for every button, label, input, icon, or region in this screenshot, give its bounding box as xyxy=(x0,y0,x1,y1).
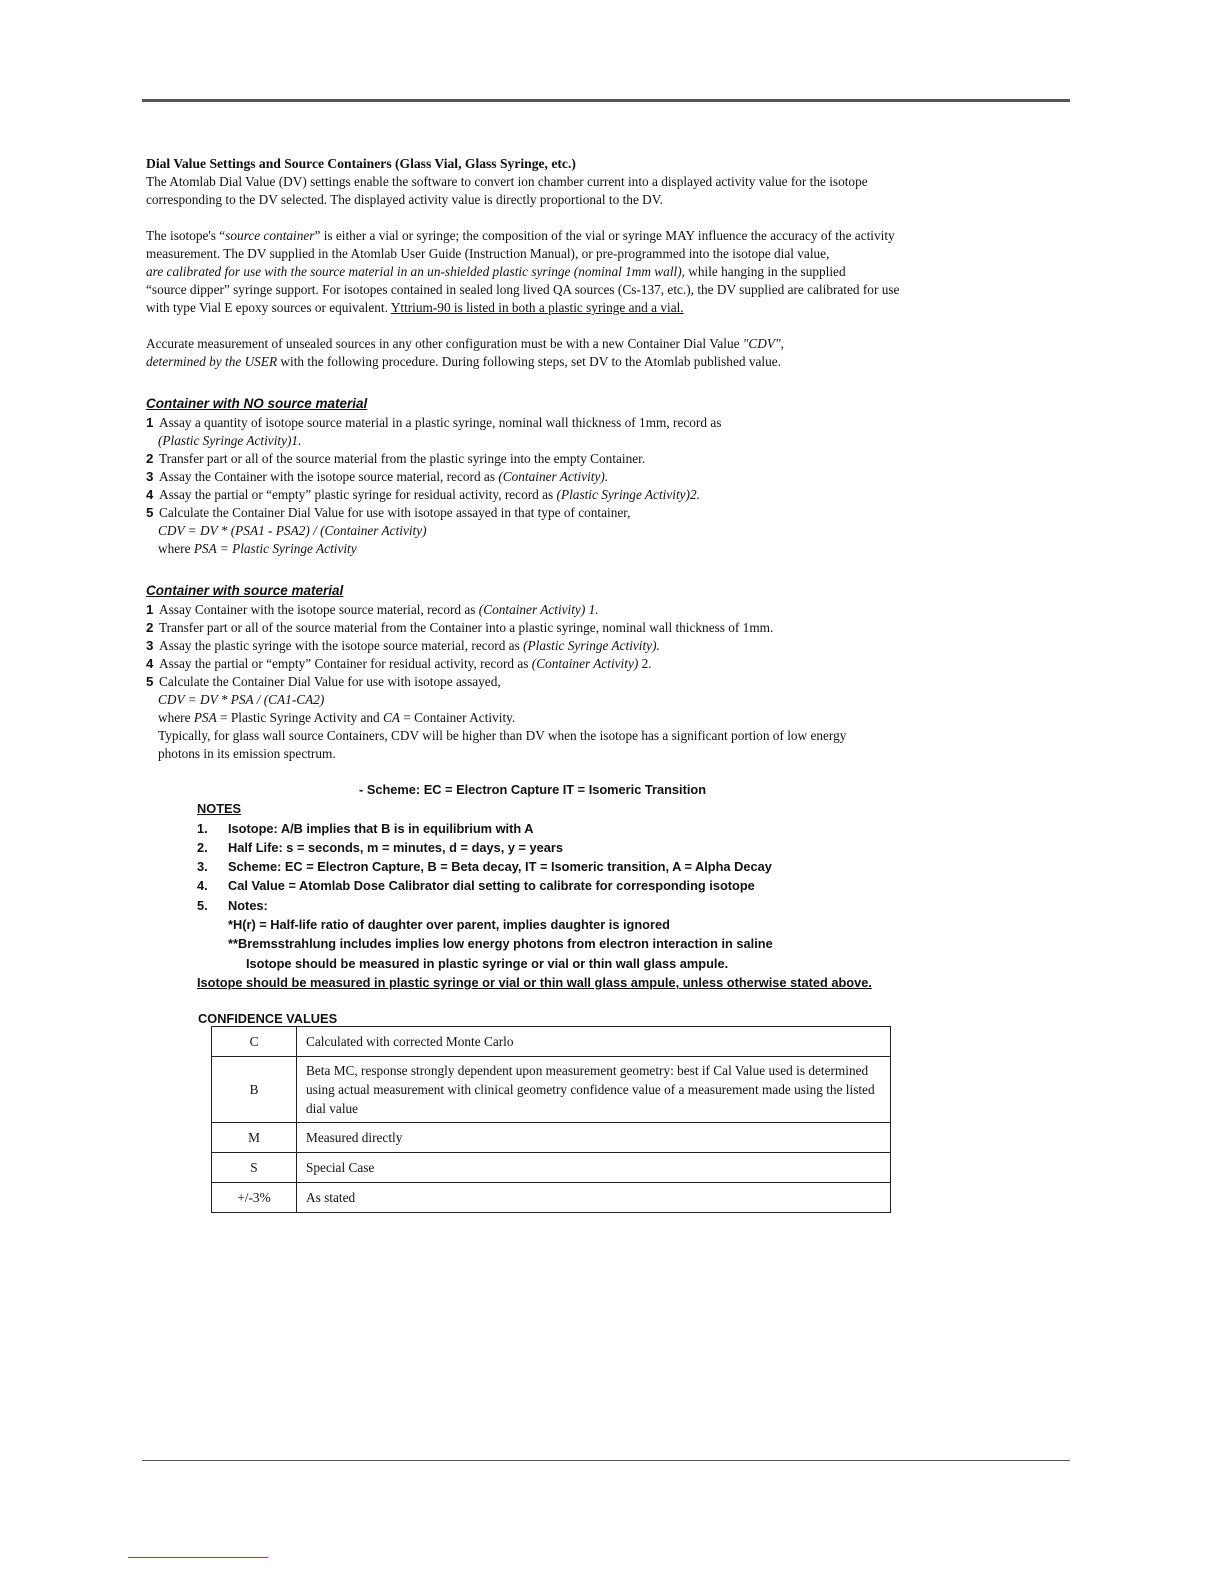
isotope-measurement-note: Isotope should be measured in plastic syringe or vial or thin wall glass ampule, unless otherwise stated above. xyxy=(197,974,872,990)
section1-step-2: 2 Transfer part or all of the source material from the plastic syringe into the empty Container. xyxy=(146,451,646,466)
confidence-code: S xyxy=(212,1153,297,1183)
container-para-line-1: The isotope's “source container” is either a vial or syringe; the composition of the vial or syringe MAY influence the accuracy of the activity xyxy=(146,228,895,243)
cdv-para-line-2: determined by the USER with the following procedure. During following steps, set DV to the Atomlab published value. xyxy=(146,354,781,369)
confidence-values-table xyxy=(211,1026,891,1213)
confidence-description: Special Case xyxy=(297,1153,891,1183)
notes-title: NOTES xyxy=(197,801,242,817)
section1-step-1: 1 Assay a quantity of isotope source material in a plastic syringe, nominal wall thickness of 1mm, record as xyxy=(146,415,722,430)
confidence-code: B xyxy=(212,1057,297,1123)
intro-line-1: The Atomlab Dial Value (DV) settings enable the software to convert ion chamber current into a displayed activity value for the isotope xyxy=(146,174,868,189)
section1-step-1-record: (Plastic Syringe Activity)1. xyxy=(158,433,302,448)
cdv-para-line-1: Accurate measurement of unsealed sources in any other configuration must be with a new Container Dial Value "CDV", xyxy=(146,336,784,351)
section2-step-3: 3 Assay the plastic syringe with the isotope source material, record as (Plastic Syringe Activity). xyxy=(146,638,660,653)
confidence-description: Calculated with corrected Monte Carlo xyxy=(297,1027,891,1057)
note-half-life-ratio: *H(r) = Half-life ratio of daughter over parent, implies daughter is ignored xyxy=(228,917,670,933)
confidence-code: +/-3% xyxy=(212,1183,297,1213)
section-with-source-title: Container with source material xyxy=(146,583,344,598)
section1-step-5: 5 Calculate the Container Dial Value for use with isotope assayed in that type of container, xyxy=(146,505,631,520)
section2-typically-1: Typically, for glass wall source Containers, CDV will be higher than DV when the isotope has a significant portion of low energy xyxy=(158,728,847,743)
notes-block xyxy=(197,780,937,992)
header-rule xyxy=(142,99,1070,102)
note-item: 3. Scheme: EC = Electron Capture, B = Beta decay, IT = Isomeric transition, A = Alpha Decay xyxy=(197,859,772,875)
note-item: 1. Isotope: A/B implies that B is in equilibrium with A xyxy=(197,820,534,836)
confidence-description: Beta MC, response strongly dependent upon measurement geometry: best if Cal Value used is determined using actual measurement with clinical geometry confidence value of a measurement made using the listed dial value xyxy=(297,1057,891,1123)
section1-formula: CDV = DV * (PSA1 - PSA2) / (Container Activity) xyxy=(158,523,427,538)
confidence-code: C xyxy=(212,1027,297,1057)
section1-where: where PSA = Plastic Syringe Activity xyxy=(158,541,357,556)
footer-rule xyxy=(142,1460,1070,1461)
table-row xyxy=(212,1153,891,1183)
section-no-source-title: Container with NO source material xyxy=(146,396,368,411)
confidence-values-title: CONFIDENCE VALUES xyxy=(198,1011,338,1026)
confidence-description: As stated xyxy=(297,1183,891,1213)
section2-where: where PSA = Plastic Syringe Activity and CA = Container Activity. xyxy=(158,710,516,725)
section1-step-3: 3 Assay the Container with the isotope source material, record as (Container Activity). xyxy=(146,469,609,484)
scheme-legend: - Scheme: EC = Electron Capture IT = Isomeric Transition xyxy=(359,782,707,797)
container-para-line-5: with type Vial E epoxy sources or equivalent. Yttrium-90 is listed in both a plastic syringe and a vial. xyxy=(146,300,684,315)
note-item: 5. Notes: xyxy=(197,897,268,913)
container-para-line-4: “source dipper” syringe support. For isotopes contained in sealed long lived QA sources (Cs-137, etc.), the DV supplied are calibrated for use xyxy=(146,282,900,297)
document-body xyxy=(146,155,976,763)
page-heading: Dial Value Settings and Source Containers (Glass Vial, Glass Syringe, etc.) xyxy=(146,156,576,171)
confidence-description: Measured directly xyxy=(297,1123,891,1153)
table-row xyxy=(212,1183,891,1213)
section1-step-4: 4 Assay the partial or “empty” plastic syringe for residual activity, record as (Plastic Syringe Activity)2. xyxy=(146,487,700,502)
table-row xyxy=(212,1027,891,1057)
section2-step-2: 2 Transfer part or all of the source material from the Container into a plastic syringe, nominal wall thickness of 1mm. xyxy=(146,620,774,635)
section2-step-5: 5 Calculate the Container Dial Value for use with isotope assayed, xyxy=(146,674,501,689)
section2-typically-2: photons in its emission spectrum. xyxy=(158,746,336,761)
note-bremsstrahlung-measure: Isotope should be measured in plastic syringe or vial or thin wall glass ampule. xyxy=(246,955,729,971)
note-item: 2. Half Life: s = seconds, m = minutes, d = days, y = years xyxy=(197,839,563,855)
note-bremsstrahlung: **Bremsstrahlung includes implies low energy photons from electron interaction in saline xyxy=(228,936,773,952)
container-para-line-3: are calibrated for use with the source material in an un-shielded plastic syringe (nominal 1mm wall), while hanging in the supplied xyxy=(146,264,846,279)
table-row xyxy=(212,1057,891,1123)
section2-formula: CDV = DV * PSA / (CA1-CA2) xyxy=(158,692,325,707)
footnote-separator xyxy=(128,1557,268,1558)
intro-line-2: corresponding to the DV selected. The displayed activity value is directly proportional to the DV. xyxy=(146,192,663,207)
note-item: 4. Cal Value = Atomlab Dose Calibrator dial setting to calibrate for corresponding isotope xyxy=(197,878,755,894)
section2-step-4: 4 Assay the partial or “empty” Container for residual activity, record as (Container Activity) 2. xyxy=(146,656,652,671)
container-para-line-2: measurement. The DV supplied in the Atomlab User Guide (Instruction Manual), or pre-programmed into the isotope dial value, xyxy=(146,246,830,261)
confidence-code: M xyxy=(212,1123,297,1153)
table-row xyxy=(212,1123,891,1153)
section2-step-1: 1 Assay Container with the isotope source material, record as (Container Activity) 1. xyxy=(146,602,599,617)
